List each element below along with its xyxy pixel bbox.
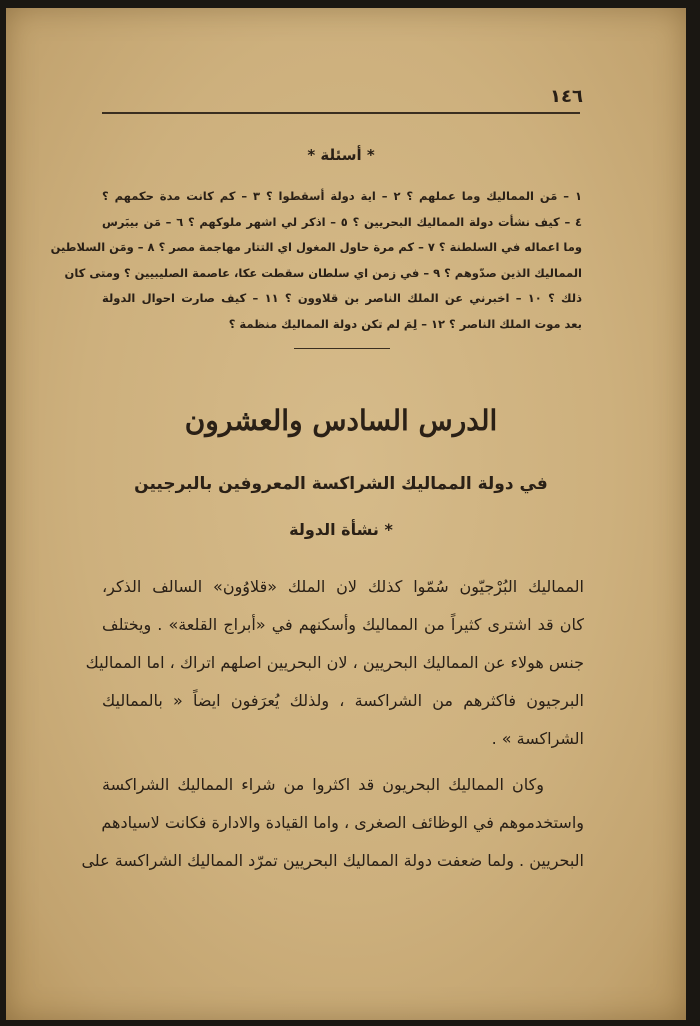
questions-title: * أسئلة * [307, 146, 375, 164]
body-text [81, 568, 584, 880]
lesson-subtitle: في دولة المماليك الشراكسة المعروفين بالبرجيين [134, 474, 548, 494]
page-number: ١٤٦ [550, 86, 583, 107]
question-line: وما اعماله في السلطنة ؟ ٧ – كم مرة حاول المغول اي التتار مهاجمة مصر ؟ ٨ – ومَن السلاطين [50, 240, 582, 254]
section-heading: * نشأة الدولة [289, 520, 393, 539]
paragraph-line: وكان المماليك البحريون قد اكثروا من شراء المماليك الشراكسة [102, 775, 544, 794]
question-line: المماليك الذين صدّوهم ؟ ٩ – في زمن اي سلطان سقطت عكا، عاصمة الصليبيين ؟ ومتى كان [64, 265, 582, 280]
paragraph-gap [102, 758, 584, 766]
paragraph-line: كان قد اشترى كثيراً من المماليك وأسكنهم في «أبراج القلعة» . ويختلف [102, 615, 584, 634]
question-line: ٤ – كيف نشأت دولة المماليك البحريين ؟ ٥ – اذكر لي اشهر ملوكهم ؟ ٦ – مَن بيبَرس [102, 214, 583, 229]
paragraph-line: البحريين . ولما ضعفت دولة المماليك البحريين تمرّد المماليك الشراكسة على [81, 851, 584, 870]
book-page [6, 8, 686, 1020]
paragraph-line: واستخدموهم في الوظائف الصغرى ، واما القيادة والادارة فكانت لاسيادهم [101, 813, 584, 832]
paragraph-line: المماليك البُرْجيّون سُمّوا كذلك لان الملك «قلاوُون» السالف الذكر، [102, 577, 584, 596]
lesson-title: الدرس السادس والعشرون [184, 404, 498, 437]
header-rule [102, 112, 580, 114]
questions-list [50, 184, 583, 337]
question-line: ١ – مَن المماليك وما عملهم ؟ ٢ – اية دولة أسقطوا ؟ ٣ – كم كانت مدة حكمهم ؟ [102, 189, 583, 203]
section-divider [294, 348, 390, 349]
paragraph-line: البرجيون فاكثرهم من الشراكسة ، ولذلك يُعرَفون ايضاً « بالمماليك [102, 691, 584, 710]
paragraph-line: الشراكسة » . [491, 729, 584, 748]
paragraph-line: جنس هولاء عن المماليك البحريين ، لان البحريين اصلهم اتراك ، اما المماليك [85, 653, 584, 672]
question-line: بعد موت الملك الناصر ؟ ١٢ – لِمَ لم تكن دولة المماليك منظمة ؟ [228, 316, 582, 331]
question-line: ذلك ؟ ١٠ – اخبرني عن الملك الناصر بن قلاوون ؟ ١١ – كيف صارت احوال الدولة [102, 291, 582, 305]
